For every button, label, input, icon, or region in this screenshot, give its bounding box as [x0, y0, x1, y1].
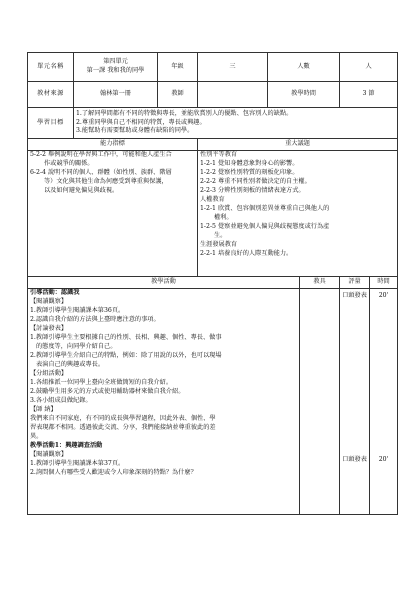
time-item: 20' — [378, 456, 389, 463]
teacher-label: 教師 — [158, 82, 198, 108]
topic-line: 2-2-3 分辨性別刻板的情緒表達方式。 — [200, 186, 305, 194]
people-unit: 人 — [340, 53, 398, 82]
topics-header: 重大議題 — [198, 139, 398, 151]
source-label: 教材來源 — [28, 82, 74, 108]
activity-line: 我們來自不同家庭，有不同的成長與學習過程，因此外表、個性、學 — [30, 414, 216, 422]
activity-line: 1.教師引導學生閱讀課本第37頁。 — [30, 459, 125, 467]
activity-list — [28, 289, 300, 515]
goals-list — [74, 108, 398, 139]
unit-line-1: 第四單元 — [103, 58, 128, 66]
goal-item: 1.了解同學間都有不同的特徵與專長，並能欣賞別人的優點、包容別人的缺點。 — [76, 109, 293, 117]
topic-line: 生涯發展教育 — [200, 240, 238, 248]
activity-line: 2.鼓勵學生用多元的方式或使用輔助器材來做自我介紹。 — [30, 387, 185, 395]
activity-line: 2.認識自我介紹的方法與上臺時應注意的事項。 — [30, 315, 160, 323]
activity-line: 1.教師引導學生閱讀課本第36頁。 — [30, 306, 125, 314]
indicator-header-row — [28, 139, 398, 151]
goal-item: 2.尊重同學與自己不相同的特質，專長或興趣。 — [76, 118, 206, 126]
grade-value: 三 — [198, 53, 268, 82]
time-header: 時間 — [370, 277, 398, 289]
topic-line: 1-2-2 覺察性別特質的刻板化印象。 — [200, 168, 299, 176]
lesson-plan-table — [27, 52, 398, 515]
activity-line: 【分組活動】 — [30, 369, 68, 377]
goals-row — [28, 108, 398, 139]
topic-line: 1-2-1 欣賞、包容個別差異並尊重自己與他人的 — [200, 204, 330, 212]
time-label: 教學時間 — [268, 82, 340, 108]
people-label: 人數 — [268, 53, 340, 82]
topic-line: 2-2-1 培養良好的人際互動能力。 — [200, 249, 293, 257]
unit-row — [28, 53, 398, 82]
indicator-line: 6-2-4 說明不同的個人、群體（如性別、族群、階層 — [30, 168, 172, 176]
evaluation-header: 評量 — [340, 277, 370, 289]
time-cell — [370, 289, 398, 515]
unit-label: 單元名稱 — [28, 53, 74, 82]
activity-line: 2.教師引導學生介紹自己的特點，例如：除了用說的以外，也可以現場 — [30, 351, 222, 359]
activity-content-row — [28, 289, 398, 515]
activity-line: 【閱讀觀察】 — [30, 297, 68, 305]
activity-line: 【討論發表】 — [30, 324, 68, 332]
source-row — [28, 82, 398, 108]
activity-line: 1.各組推派一位同學上臺向全班做簡短的自我介紹。 — [30, 378, 173, 386]
evaluation-item: 口頭發表 — [342, 456, 367, 463]
unit-value — [74, 53, 158, 82]
activity-line: 異。 — [30, 432, 43, 440]
activity-line: 【師 納】 — [30, 405, 57, 413]
indicators-list — [28, 151, 198, 277]
activity-line: 表演自己的興趣或專長。 — [36, 360, 105, 368]
activity-line: 習表現都不相同。透過彼此交流、分享，我們能接納並尊重彼此的差 — [30, 423, 216, 431]
goal-item: 3.能幫助有需要幫助或身體有缺陷的同學。 — [76, 127, 194, 135]
topic-line: 人權教育 — [200, 195, 225, 203]
indicator-line: 等）文化與其他生命為何應受到尊重與保護， — [44, 177, 168, 185]
activity-line: 引導活動：認識我 — [30, 289, 80, 296]
activity-line: 3.各小組成員做紀錄。 — [30, 396, 92, 404]
indicator-line: 作或競爭的關係。 — [44, 159, 94, 167]
source-value: 翰林第一冊 — [74, 82, 158, 108]
activity-line: 2.詢問個人有哪些受人歡迎或令人印象深刻的特點？為什麼？ — [30, 468, 197, 476]
topic-line: 性別平等教育 — [200, 151, 238, 158]
teacher-value — [198, 82, 268, 108]
evaluation-item: 口頭發表 — [342, 292, 367, 299]
activity-line: 教學活動1：興趣調查活動 — [30, 441, 103, 449]
topic-line: 2-2-2 尊重不同性別者做決定的自主權。 — [200, 177, 311, 185]
topics-list — [198, 151, 398, 277]
topic-line: 1-2-5 覺察並避免個人偏見與歧視態度或行為產 — [200, 222, 330, 230]
aids-cell — [300, 289, 340, 515]
indicator-line: 以及如何避免偏見與歧視。 — [44, 186, 119, 194]
activity-line: 的態度等，向同學介紹自己。 — [36, 342, 117, 350]
lesson-plan-document — [27, 52, 397, 515]
goals-label: 學習目標 — [28, 108, 74, 139]
activity-line: 1.教師引導學生主要根據自己的性別、長相、興趣、個性、專長、做事 — [30, 333, 222, 341]
indicators-header: 能力指標 — [28, 139, 198, 151]
topic-line: 權利。 — [214, 213, 233, 221]
unit-line-2: 第一課 我和我的同學 — [86, 67, 145, 74]
topic-line: 1-2-1 覺知身體意象對身心的影響。 — [200, 159, 299, 167]
activity-header-row — [28, 277, 398, 289]
time-value: 3 節 — [340, 82, 398, 108]
activity-line: 【閱讀觀察】 — [30, 450, 68, 458]
grade-label: 年級 — [158, 53, 198, 82]
evaluation-cell — [340, 289, 370, 515]
activity-header: 教學活動 — [28, 277, 300, 289]
aids-header: 教具 — [300, 277, 340, 289]
time-item: 20' — [378, 292, 389, 299]
indicator-line: 5-2-2 舉例說明在學習與工作中，可能和他人產生合 — [30, 151, 172, 158]
indicator-content-row — [28, 151, 398, 277]
topic-line: 生。 — [214, 231, 227, 239]
